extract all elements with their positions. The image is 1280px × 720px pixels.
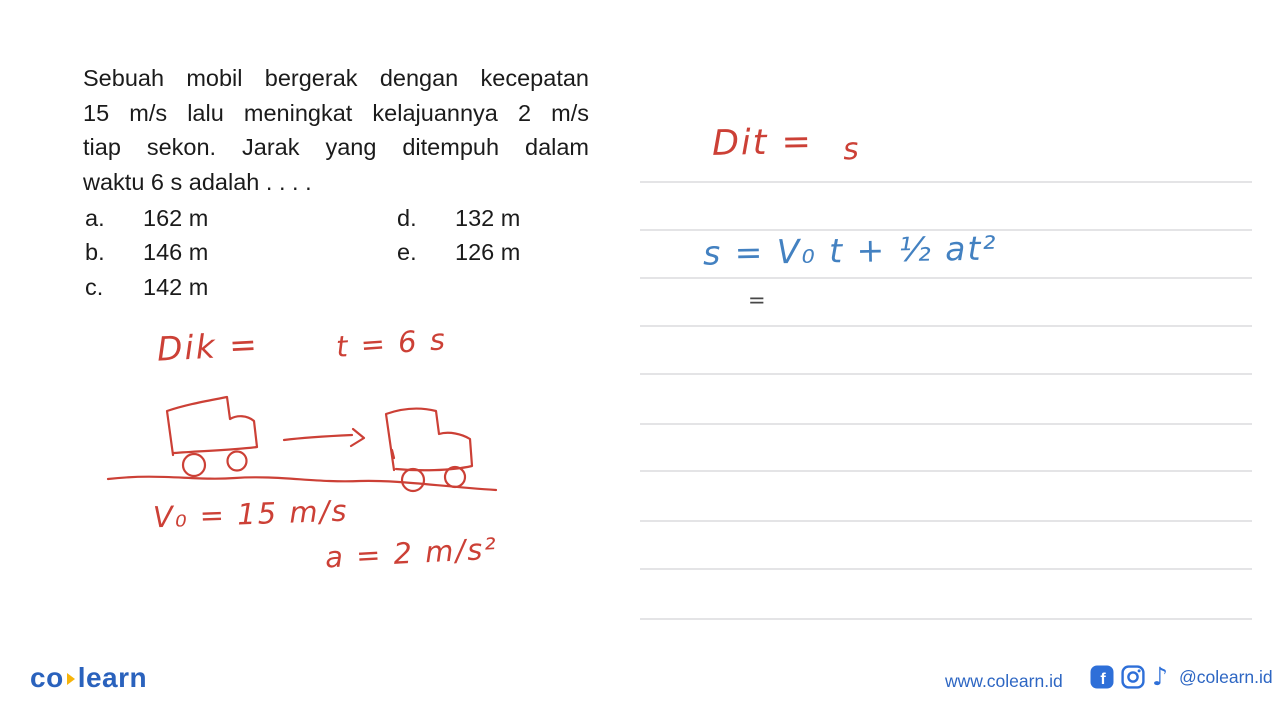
ruled-line [640,470,1252,472]
option-c [85,270,208,305]
play-triangle-icon [67,673,75,685]
website-url: www.colearn.id [945,671,1063,691]
option-value: 132 m [455,204,521,231]
ruled-line [640,423,1252,425]
ruled-line [640,325,1252,327]
question-text [83,61,589,199]
tiktok-icon: ♪ [1152,662,1168,691]
left-truck-wheel-rear [183,454,205,476]
svg-text:f: f [1100,671,1106,688]
motion-arrow-head [351,429,364,446]
handwriting-dik-label: Dik = [156,324,260,369]
social-handle: @colearn.id [1178,666,1273,687]
question-line: waktu 6 s adalah . . . . [83,168,312,195]
question-line: 15 m/s lalu meningkat kelajuannya 2 m/s [83,99,589,126]
ground-line [108,477,496,490]
option-letter: e. [397,239,417,266]
truck-sketch [100,378,500,508]
instagram-icon [1121,665,1145,689]
handwriting-time-value: t = 6 s [334,322,448,364]
question-line: tiap sekon. Jarak yang ditempuh dalam [83,134,589,161]
option-value: 146 m [143,239,209,266]
handwriting-v0-value: V₀ = 15 m/s [152,493,349,535]
ruled-line [640,520,1252,522]
logo-co-text: co [30,662,64,693]
option-b [85,236,208,271]
handwriting-dit-value: s [841,131,862,168]
facebook-icon [1090,665,1114,689]
option-letter: b. [85,239,105,266]
colearn-logo [30,662,147,694]
right-truck-body [386,409,472,471]
right-truck-wheel-front [445,467,465,487]
option-a [85,201,208,236]
ruled-line [640,277,1252,279]
option-value: 126 m [455,239,521,266]
handwriting-acceleration-value: a = 2 m/s² [324,531,499,575]
option-letter: d. [397,204,417,231]
left-truck-wheel-front [228,452,247,471]
option-e [397,236,520,271]
left-truck-body [167,397,257,455]
handwriting-equals-partial: = [748,288,768,312]
options-column-right [397,201,520,270]
option-value: 162 m [143,204,209,231]
options-column-left [85,201,208,305]
motion-arrow [284,435,352,440]
logo-learn-text: learn [77,662,148,693]
option-letter: a. [85,204,105,231]
question-line: Sebuah mobil bergerak dengan kecepatan [83,65,589,91]
ruled-line [640,568,1252,570]
right-truck-wheel-rear [402,469,424,491]
option-value: 142 m [143,273,209,300]
ruled-line [640,618,1252,620]
handwriting-formula: s = V₀ t + ½ at² [702,228,998,273]
option-d [397,201,520,236]
option-letter: c. [85,273,104,300]
ruled-line [640,373,1252,375]
social-bar [1090,662,1273,691]
handwriting-dit-label: Dit = [711,122,814,164]
ruled-line [640,181,1252,183]
